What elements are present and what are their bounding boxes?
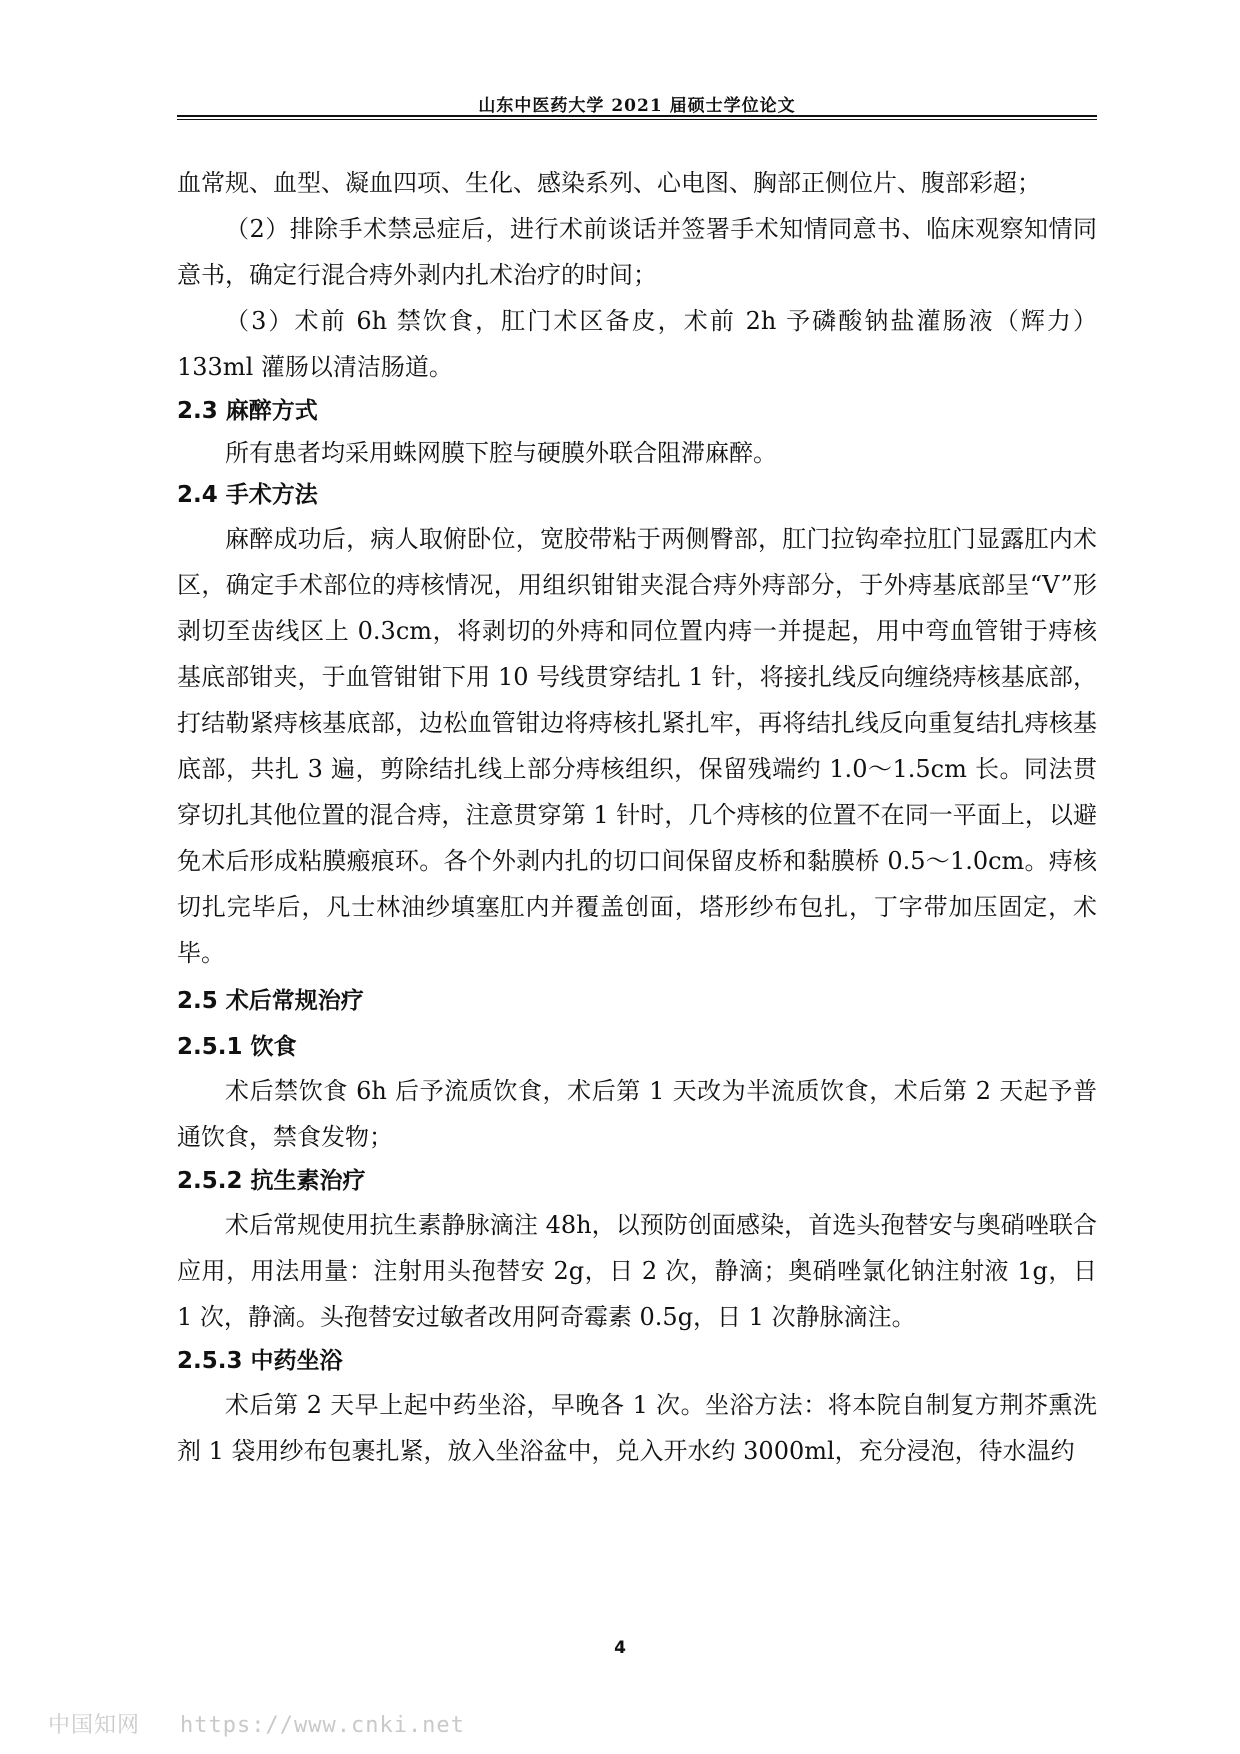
watermark-url: https://www.cnki.net: [180, 1713, 465, 1738]
paragraph: 术后常规使用抗生素静脉滴注 48h，以预防创面感染，首选头孢替安与奥硝唑联合应用，用法用量：注射用头孢替安 2g，日 2 次，静滴；奥硝唑氯化钠注射液 1g，日 1 次，静滴。头孢替安过敏者改用阿奇霉素 0.5g，日 1 次静脉滴注。: [177, 1211, 1097, 1331]
section-heading: 2.5 术后常规治疗: [177, 988, 364, 1014]
section-heading: 2.3 麻醉方式: [177, 398, 318, 424]
header-rule: [177, 115, 1097, 117]
running-header: 山东中医药大学 2021 届硕士学位论文: [478, 96, 796, 116]
page-body: [177, 160, 1097, 1474]
paragraph: （2）排除手术禁忌症后，进行术前谈话并签署手术知情同意书、临床观察知情同意书，确定行混合痔外剥内扎术治疗的时间；: [177, 215, 1097, 289]
page-number: 4: [614, 1638, 626, 1658]
paragraph: （3）术前 6h 禁饮食，肛门术区备皮，术前 2h 予磷酸钠盐灌肠液（辉力）133ml 灌肠以清洁肠道。: [177, 307, 1097, 381]
header-rule-thin: [177, 119, 1097, 120]
subsection-heading: 2.5.2 抗生素治疗: [177, 1168, 366, 1194]
subsection-heading: 2.5.3 中药坐浴: [177, 1348, 343, 1374]
paragraph: 所有患者均采用蛛网膜下腔与硬膜外联合阻滞麻醉。: [225, 439, 777, 467]
paragraph: 术后禁饮食 6h 后予流质饮食，术后第 1 天改为半流质饮食，术后第 2 天起予普通饮食，禁食发物；: [177, 1077, 1097, 1151]
paragraph: 血常规、血型、凝血四项、生化、感染系列、心电图、胸部正侧位片、腹部彩超；: [177, 169, 1041, 197]
watermark-brand: 中国知网: [48, 1713, 141, 1738]
paragraph: 麻醉成功后，病人取俯卧位，宽胶带粘于两侧臀部，肛门拉钩牵拉肛门显露肛内术区，确定手术部位的痔核情况，用组织钳钳夹混合痔外痔部分，于外痔基底部呈“V”形剥切至齿线区上 0.3cm，将剥切的外痔和同位置内痔一并提起，用中弯血管钳于痔核基底部钳夹，于血管钳钳下用 10 号线贯穿结扎 1 针，将接扎线反向缠绕痔核基底部，打结勒紧痔核基底部，边松血管钳边将痔核扎紧扎牢，再将结扎线反向重复结扎痔核基底部，共扎 3 遍，剪除结扎线上部分痔核组织，保留残端约 1.0～1.5cm 长。同法贯穿切扎其他位置的混合痔，注意贯穿第 1 针时，几个痔核的位置不在同一平面上，以避免术后形成粘膜瘢痕环。各个外剥内扎的切口间保留皮桥和黏膜桥 0.5～1.0cm。痔核切扎完毕后，凡士林油纱填塞肛内并覆盖创面，塔形纱布包扎，丁字带加压固定，术毕。: [177, 525, 1097, 967]
subsection-heading: 2.5.1 饮食: [177, 1034, 297, 1060]
section-heading: 2.4 手术方法: [177, 482, 318, 508]
paragraph: 术后第 2 天早上起中药坐浴，早晚各 1 次。坐浴方法：将本院自制复方荆芥熏洗剂 1 袋用纱布包裹扎紧，放入坐浴盆中，兑入开水约 3000ml，充分浸泡，待水温约: [177, 1391, 1097, 1465]
cnki-watermark: [48, 1708, 465, 1739]
